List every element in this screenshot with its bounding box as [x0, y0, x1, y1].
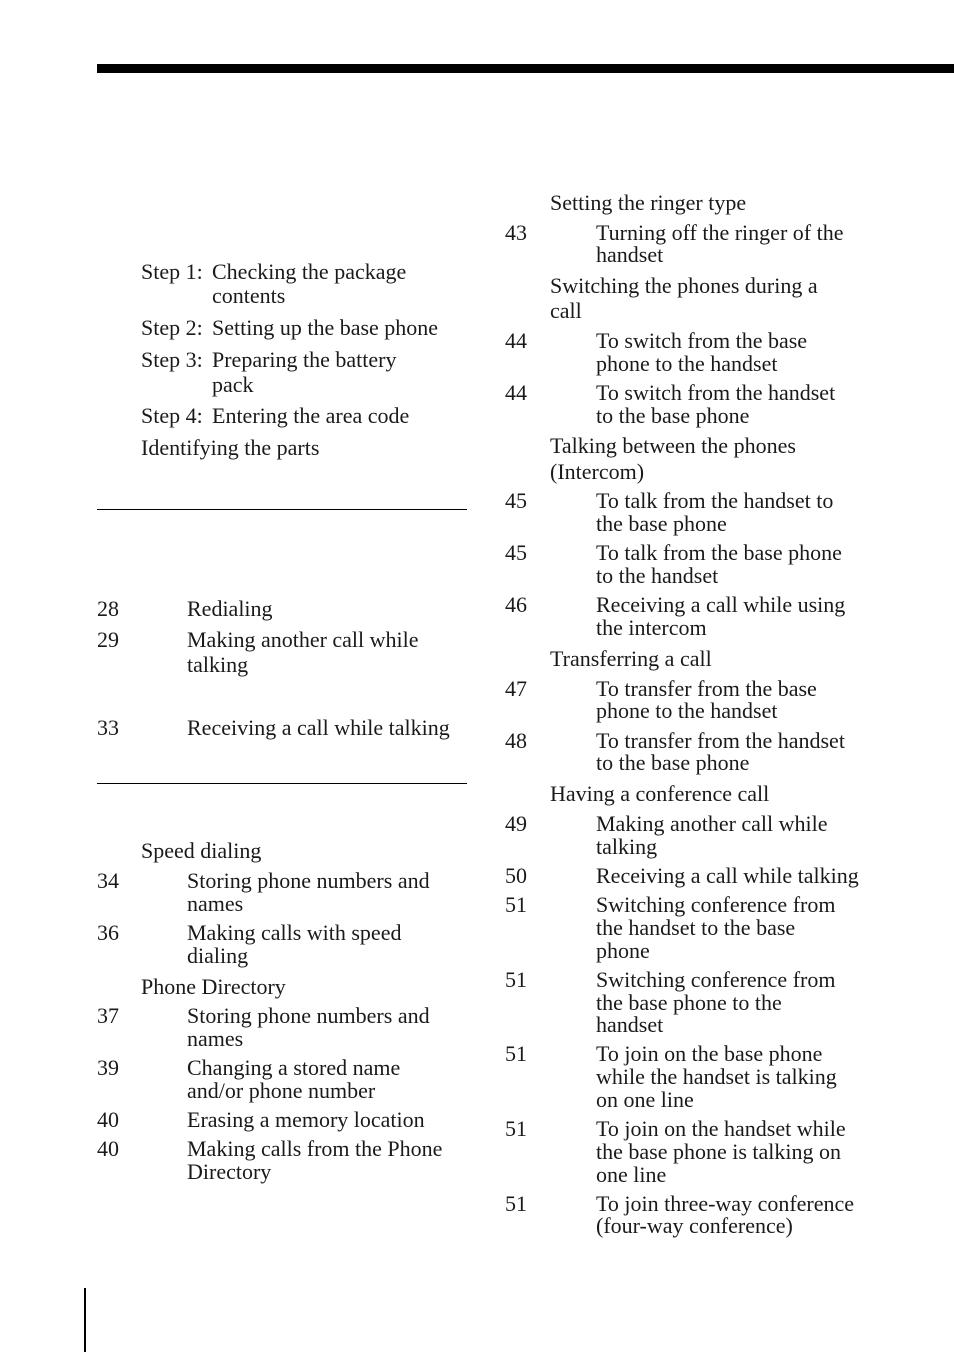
- page-number: 51: [505, 967, 527, 992]
- toc-entry-text[interactable]: to the base phone: [596, 750, 750, 775]
- toc-entry-text[interactable]: one line: [596, 1162, 667, 1187]
- toc-entry-text[interactable]: on one line: [596, 1087, 694, 1112]
- toc-entry-text[interactable]: to the base phone: [596, 403, 750, 428]
- toc-entry-text[interactable]: dialing: [187, 943, 249, 968]
- page-number: 46: [505, 592, 527, 617]
- page-number: 34: [97, 868, 119, 893]
- section-heading[interactable]: (Intercom): [550, 459, 645, 484]
- page-number: 51: [505, 1041, 527, 1066]
- toc-entry-text[interactable]: phone to the handset: [596, 698, 778, 723]
- toc-entry-text[interactable]: Storing phone numbers and: [187, 1003, 430, 1028]
- toc-entry-text[interactable]: names: [187, 891, 244, 916]
- toc-entry-text[interactable]: handset: [596, 242, 664, 267]
- page-number: 33: [97, 715, 119, 740]
- toc-entry-text[interactable]: the intercom: [596, 615, 707, 640]
- toc-entry-text[interactable]: talking: [596, 834, 658, 859]
- page-number: 45: [505, 488, 527, 513]
- page-number: 50: [505, 863, 527, 888]
- toc-entry-text[interactable]: phone to the handset: [596, 351, 778, 376]
- page-number: 45: [505, 540, 527, 565]
- section-heading[interactable]: Setting the ringer type: [550, 190, 747, 215]
- page-number: 43: [505, 220, 527, 245]
- page-number: 44: [505, 328, 527, 353]
- section-heading[interactable]: call: [550, 298, 582, 323]
- page-number: 47: [505, 676, 527, 701]
- toc-entry-text[interactable]: Making calls with speed: [187, 920, 402, 945]
- toc-entry-text[interactable]: To transfer from the base: [596, 676, 817, 701]
- toc-entry-text[interactable]: To join three-way conference: [596, 1191, 855, 1216]
- toc-entry-text[interactable]: To join on the handset while: [596, 1116, 846, 1141]
- section-divider: [97, 509, 467, 510]
- page-number: 44: [505, 380, 527, 405]
- toc-entry-text[interactable]: to the handset: [596, 563, 719, 588]
- toc-entry-text[interactable]: Erasing a memory location: [187, 1107, 425, 1132]
- page-number: 40: [97, 1136, 119, 1161]
- section-divider: [97, 783, 467, 784]
- page-number: 49: [505, 811, 527, 836]
- toc-entry-text[interactable]: Setting up the base phone: [212, 315, 439, 340]
- toc-entry-text[interactable]: phone: [596, 938, 650, 963]
- section-heading[interactable]: Transferring a call: [550, 646, 712, 671]
- toc-entry-text[interactable]: Receiving a call while talking: [596, 863, 859, 888]
- toc-entry-text[interactable]: Identifying the parts: [141, 435, 320, 460]
- toc-entry-text[interactable]: To switch from the base: [596, 328, 808, 353]
- page-number: 40: [97, 1107, 119, 1132]
- step-4-label: Step 4:: [141, 403, 203, 428]
- toc-entry-text[interactable]: the base phone is talking on: [596, 1139, 842, 1164]
- page-number: 28: [97, 596, 119, 621]
- toc-entry-text[interactable]: Turning off the ringer of the: [596, 220, 844, 245]
- toc-entry-text[interactable]: Changing a stored name: [187, 1055, 401, 1080]
- toc-entry-text[interactable]: Making another call while: [596, 811, 828, 836]
- toc-entry-text[interactable]: Receiving a call while talking: [187, 715, 450, 740]
- toc-entry-text[interactable]: Checking the package: [212, 259, 407, 284]
- page-number: 51: [505, 892, 527, 917]
- toc-entry-text[interactable]: the base phone to the: [596, 990, 782, 1015]
- toc-entry-text[interactable]: (four-way conference): [596, 1213, 793, 1238]
- top-rule: [97, 64, 954, 73]
- toc-entry-text[interactable]: Redialing: [187, 596, 273, 621]
- section-heading[interactable]: Having a conference call: [550, 781, 770, 806]
- page-number: 48: [505, 728, 527, 753]
- toc-entry-text[interactable]: the base phone: [596, 511, 727, 536]
- section-heading[interactable]: Speed dialing: [141, 838, 262, 863]
- step-3-label: Step 3:: [141, 347, 203, 372]
- section-heading[interactable]: Switching the phones during a: [550, 273, 818, 298]
- toc-entry-text[interactable]: the handset to the base: [596, 915, 796, 940]
- toc-entry-text[interactable]: Preparing the battery: [212, 347, 397, 372]
- page-number: 36: [97, 920, 119, 945]
- toc-entry-text[interactable]: names: [187, 1026, 244, 1051]
- toc-entry-text[interactable]: To switch from the handset: [596, 380, 836, 405]
- toc-entry-text[interactable]: while the handset is talking: [596, 1064, 837, 1089]
- section-heading[interactable]: Talking between the phones: [550, 433, 796, 458]
- toc-entry-text[interactable]: To transfer from the handset: [596, 728, 845, 753]
- section-heading[interactable]: Phone Directory: [141, 974, 286, 999]
- page-number: 29: [97, 627, 119, 652]
- toc-entry-text[interactable]: To join on the base phone: [596, 1041, 823, 1066]
- page-number: 51: [505, 1116, 527, 1141]
- toc-entry-text[interactable]: Switching conference from: [596, 892, 836, 917]
- step-2-label: Step 2:: [141, 315, 203, 340]
- margin-rule: [84, 1288, 86, 1352]
- toc-entry-text[interactable]: talking: [187, 652, 249, 677]
- toc-entry-text[interactable]: Making another call while: [187, 627, 419, 652]
- page-number: 39: [97, 1055, 119, 1080]
- page-number: 51: [505, 1191, 527, 1216]
- toc-entry-text[interactable]: handset: [596, 1012, 664, 1037]
- toc-entry-text[interactable]: Storing phone numbers and: [187, 868, 430, 893]
- toc-entry-text[interactable]: contents: [212, 283, 286, 308]
- toc-entry-text[interactable]: Switching conference from: [596, 967, 836, 992]
- toc-entry-text[interactable]: To talk from the handset to: [596, 488, 834, 513]
- page-number: 37: [97, 1003, 119, 1028]
- toc-entry-text[interactable]: Entering the area code: [212, 403, 410, 428]
- step-1-label: Step 1:: [141, 259, 203, 284]
- toc-entry-text[interactable]: and/or phone number: [187, 1078, 376, 1103]
- toc-entry-text[interactable]: pack: [212, 372, 254, 397]
- toc-entry-text[interactable]: To talk from the base phone: [596, 540, 842, 565]
- toc-entry-text[interactable]: Making calls from the Phone: [187, 1136, 443, 1161]
- toc-entry-text[interactable]: Directory: [187, 1159, 272, 1184]
- toc-entry-text[interactable]: Receiving a call while using: [596, 592, 846, 617]
